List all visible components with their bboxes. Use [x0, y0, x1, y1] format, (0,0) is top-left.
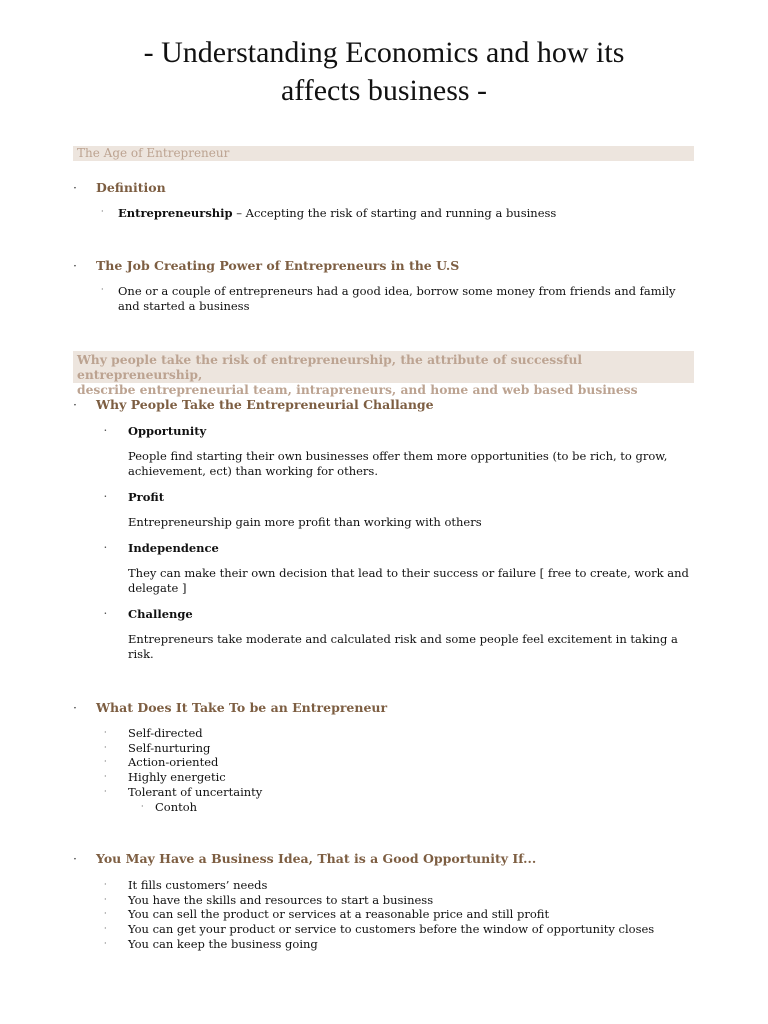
definition-text: – Accepting the risk of starting and running a business [232, 206, 557, 220]
list-item [104, 770, 262, 785]
list-item-text: You can sell the product or services at a reasonable price and still profit [128, 907, 550, 922]
list-item-text: You can keep the business going [128, 936, 318, 951]
sub-bullet: · [104, 491, 107, 501]
traits-sub-list [141, 800, 198, 815]
list-item-text: Highly energetic [128, 770, 226, 785]
heading-challenge [73, 397, 434, 412]
challenge-desc-independence: They can make their own decision that lead to their success or failure [ free to create, work and delegate ] [128, 566, 689, 595]
challenge-label: Independence [128, 541, 219, 555]
bullet: · [73, 851, 77, 866]
list-item-text: Contoh [155, 800, 198, 814]
list-item [104, 936, 654, 952]
list-item-text: Self-directed [128, 726, 203, 740]
band-label-age: The Age of Entrepreneur [77, 146, 230, 160]
section-band-age [73, 146, 694, 161]
bullet: · [73, 180, 77, 195]
traits-list [104, 726, 263, 800]
list-item-text: Self-nurturing [128, 740, 211, 755]
challenge-desc-opportunity: People find starting their own businesses offer them more opportunities (to be rich, to grow, achievement, ect) than working for others. [128, 449, 668, 478]
sub-bullet: · [104, 728, 107, 737]
sub-bullet: · [104, 938, 107, 948]
bullet: · [73, 397, 77, 412]
list-item [104, 740, 262, 756]
list-item [104, 892, 654, 908]
list-item [104, 878, 654, 893]
sub-bullet: · [101, 207, 104, 216]
challenge-label: Opportunity [128, 424, 207, 438]
band-why-line-2: describe entrepreneurial team, intrapreneurs, and home and web based business [77, 382, 638, 397]
heading-business-idea [73, 851, 536, 866]
document-title [60, 34, 708, 110]
list-item [104, 784, 263, 800]
list-item [104, 755, 262, 770]
job-creating-item [101, 284, 696, 314]
sub-bullet: · [104, 786, 107, 796]
challenge-item-profit [104, 490, 165, 505]
sub-bullet: · [104, 542, 107, 552]
sub-bullet: · [104, 772, 107, 782]
heading-job-creating-text: The Job Creating Power of Entrepreneurs in the U.S [96, 258, 460, 273]
job-creating-text: One or a couple of entrepreneurs had a good idea, borrow some money from friends and family and started a business [118, 284, 676, 313]
sub-bullet: · [104, 880, 107, 889]
opportunity-list [104, 878, 655, 952]
bullet: · [73, 700, 77, 715]
challenge-item-opportunity [104, 424, 207, 439]
heading-definition [73, 180, 166, 195]
list-item-text: Action-oriented [128, 755, 219, 770]
section-band-why [73, 351, 694, 397]
heading-what-it-takes-text: What Does It Take To be an Entrepreneur [96, 700, 388, 715]
challenge-desc-profit: Entrepreneurship gain more profit than working with others [128, 515, 482, 529]
definition-item [101, 206, 698, 221]
heading-business-idea-text: You May Have a Business Idea, That is a Good Opportunity If... [96, 851, 537, 866]
challenge-desc-challenge: Entrepreneurs take moderate and calculated risk and some people feel excitement in taking a risk. [128, 632, 678, 661]
challenge-label: Challenge [128, 607, 193, 621]
heading-definition-text: Definition [96, 180, 166, 195]
definition-term: Entrepreneurship [118, 206, 233, 220]
band-why-line-1: Why people take the risk of entrepreneurship, the attribute of successful entrepreneurship, [77, 352, 583, 382]
sub-bullet: · [104, 425, 107, 435]
list-item [104, 907, 654, 922]
heading-what-it-takes [73, 700, 387, 715]
list-item-text: You have the skills and resources to start a business [128, 892, 434, 907]
list-item [141, 800, 198, 815]
sub-bullet: · [101, 285, 104, 294]
heading-job-creating [73, 258, 459, 273]
challenge-item-independence [104, 541, 219, 556]
title-line-2: affects business - [280, 74, 488, 107]
sub-bullet: · [104, 894, 107, 904]
heading-challenge-text: Why People Take the Entrepreneurial Challange [96, 397, 434, 412]
sub-bullet: · [141, 802, 144, 811]
list-item-text: Tolerant of uncertainty [128, 784, 263, 799]
sub-bullet: · [104, 909, 107, 919]
list-item-text: It fills customers’ needs [128, 878, 268, 892]
challenge-label: Profit [128, 490, 165, 504]
sub-bullet: · [104, 608, 107, 618]
list-item [104, 922, 655, 937]
sub-bullet: · [104, 924, 107, 934]
challenge-item-challenge [104, 607, 193, 622]
title-line-1: - Understanding Economics and how its [143, 36, 625, 69]
list-item [104, 726, 262, 741]
sub-bullet: · [104, 742, 107, 752]
sub-bullet: · [104, 757, 107, 767]
bullet: · [73, 258, 77, 273]
list-item-text: You can get your product or service to customers before the window of opportunity closes [128, 922, 655, 937]
